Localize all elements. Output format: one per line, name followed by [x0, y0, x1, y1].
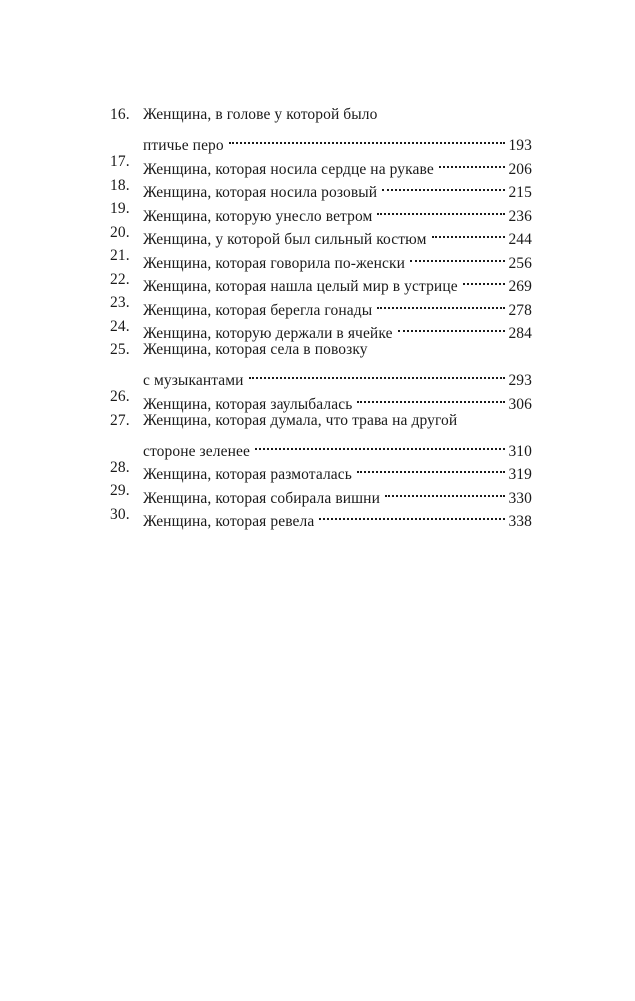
- toc-entry-number: 16.: [110, 106, 130, 123]
- toc-entry-number: 28.: [110, 458, 130, 476]
- toc-entry-number: 25.: [110, 341, 130, 358]
- toc-entry: [110, 174, 532, 201]
- toc-entry: [110, 315, 532, 342]
- toc-entry-page-number: 338: [508, 513, 532, 530]
- toc-entry-number: 19.: [110, 200, 130, 217]
- toc-entry-title: Женщина, которая думала, что трава на другой: [143, 411, 458, 429]
- toc-entry-title: Женщина, которая собирала вишни: [143, 489, 380, 507]
- toc-entry-page-number: 193: [508, 137, 532, 154]
- toc-entry-title: Женщина, которая говорила по-женски: [143, 254, 405, 272]
- toc-entry-title: Женщина, которую держали в ячейке: [143, 325, 393, 342]
- toc-entry: [110, 338, 532, 389]
- toc-entry: [110, 221, 532, 248]
- toc-entry: [110, 385, 532, 413]
- toc-entry-title: Женщина, которую унесло ветром: [143, 207, 373, 225]
- toc-entry-number: 24.: [110, 317, 130, 335]
- dot-leader: [382, 174, 505, 198]
- toc-entry-number: 18.: [110, 176, 130, 194]
- toc-entry-title: стороне зеленее: [143, 442, 250, 460]
- toc-entry-title: с музыкантами: [143, 372, 244, 389]
- toc-entry-page-number: 278: [508, 301, 532, 319]
- toc-entry-title: Женщина, которая носила сердце на рукаве: [143, 160, 434, 178]
- toc-entry: [110, 503, 532, 530]
- toc-entry-title: Женщина, которая села в повозку: [143, 341, 368, 358]
- toc-entry-number: 29.: [110, 482, 130, 499]
- dot-leader: [229, 127, 505, 151]
- toc-entry: [110, 291, 532, 319]
- dot-leader: [410, 244, 505, 268]
- toc-entry-page-number: 319: [508, 466, 532, 483]
- toc-entry: [110, 456, 532, 483]
- toc-entry-title: Женщина, которая берегла гонады: [143, 301, 373, 319]
- toc-entry-page-number: 269: [508, 278, 532, 295]
- toc-entry-title: Женщина, в голове у которой было: [143, 106, 378, 123]
- toc-entry: [110, 479, 532, 507]
- toc-entry: [110, 409, 532, 460]
- toc-entry: [110, 197, 532, 225]
- toc-entry: [110, 268, 532, 295]
- dot-leader: [255, 432, 505, 456]
- toc-entry-title: Женщина, у которой был сильный костюм: [143, 231, 427, 248]
- dot-leader: [398, 315, 505, 339]
- toc-entry: [110, 244, 532, 272]
- toc-entry-page-number: 310: [508, 442, 532, 460]
- toc-entry-title: Женщина, которая нашла целый мир в устрице: [143, 278, 458, 295]
- toc-entry-number: 21.: [110, 247, 130, 264]
- toc-entry-title: Женщина, которая ревела: [143, 513, 315, 530]
- toc-entry: [110, 150, 532, 178]
- toc-entry-title: Женщина, которая размоталась: [143, 466, 352, 483]
- toc-entry-page-number: 236: [508, 207, 532, 225]
- dot-leader: [432, 221, 505, 245]
- toc-entry-number: 23.: [110, 294, 130, 311]
- dot-leader: [249, 362, 505, 386]
- toc-entry-page-number: 215: [508, 184, 532, 201]
- toc-entry-title: Женщина, которая заулыбалась: [143, 395, 353, 413]
- toc-entry-number: 30.: [110, 505, 130, 523]
- dot-leader: [319, 503, 505, 527]
- toc-entry-page-number: 284: [508, 325, 532, 342]
- toc-entry-page-number: 244: [508, 231, 532, 248]
- dot-leader: [377, 197, 505, 221]
- dot-leader: [377, 291, 505, 315]
- toc-entry-number: 20.: [110, 223, 130, 241]
- toc-entry-page-number: 293: [508, 372, 532, 389]
- toc-entry-page-number: 330: [508, 489, 532, 507]
- toc-entry-page-number: 306: [508, 395, 532, 413]
- dot-leader: [385, 479, 505, 503]
- dot-leader: [439, 150, 505, 174]
- toc-entry-title: Женщина, которая носила розовый: [143, 184, 378, 201]
- toc-entry-page-number: 206: [508, 160, 532, 178]
- dot-leader: [357, 456, 505, 480]
- toc-entry-number: 27.: [110, 411, 130, 429]
- toc-entry: [110, 103, 532, 154]
- toc-entry-number: 26.: [110, 388, 130, 405]
- toc-entry-page-number: 256: [508, 254, 532, 272]
- toc-entry-number: 17.: [110, 153, 130, 170]
- toc-entry-number: 22.: [110, 270, 130, 288]
- toc-entry-title: птичье перо: [143, 137, 224, 154]
- dot-leader: [463, 268, 505, 292]
- table-of-contents: [110, 103, 532, 530]
- dot-leader: [357, 385, 505, 409]
